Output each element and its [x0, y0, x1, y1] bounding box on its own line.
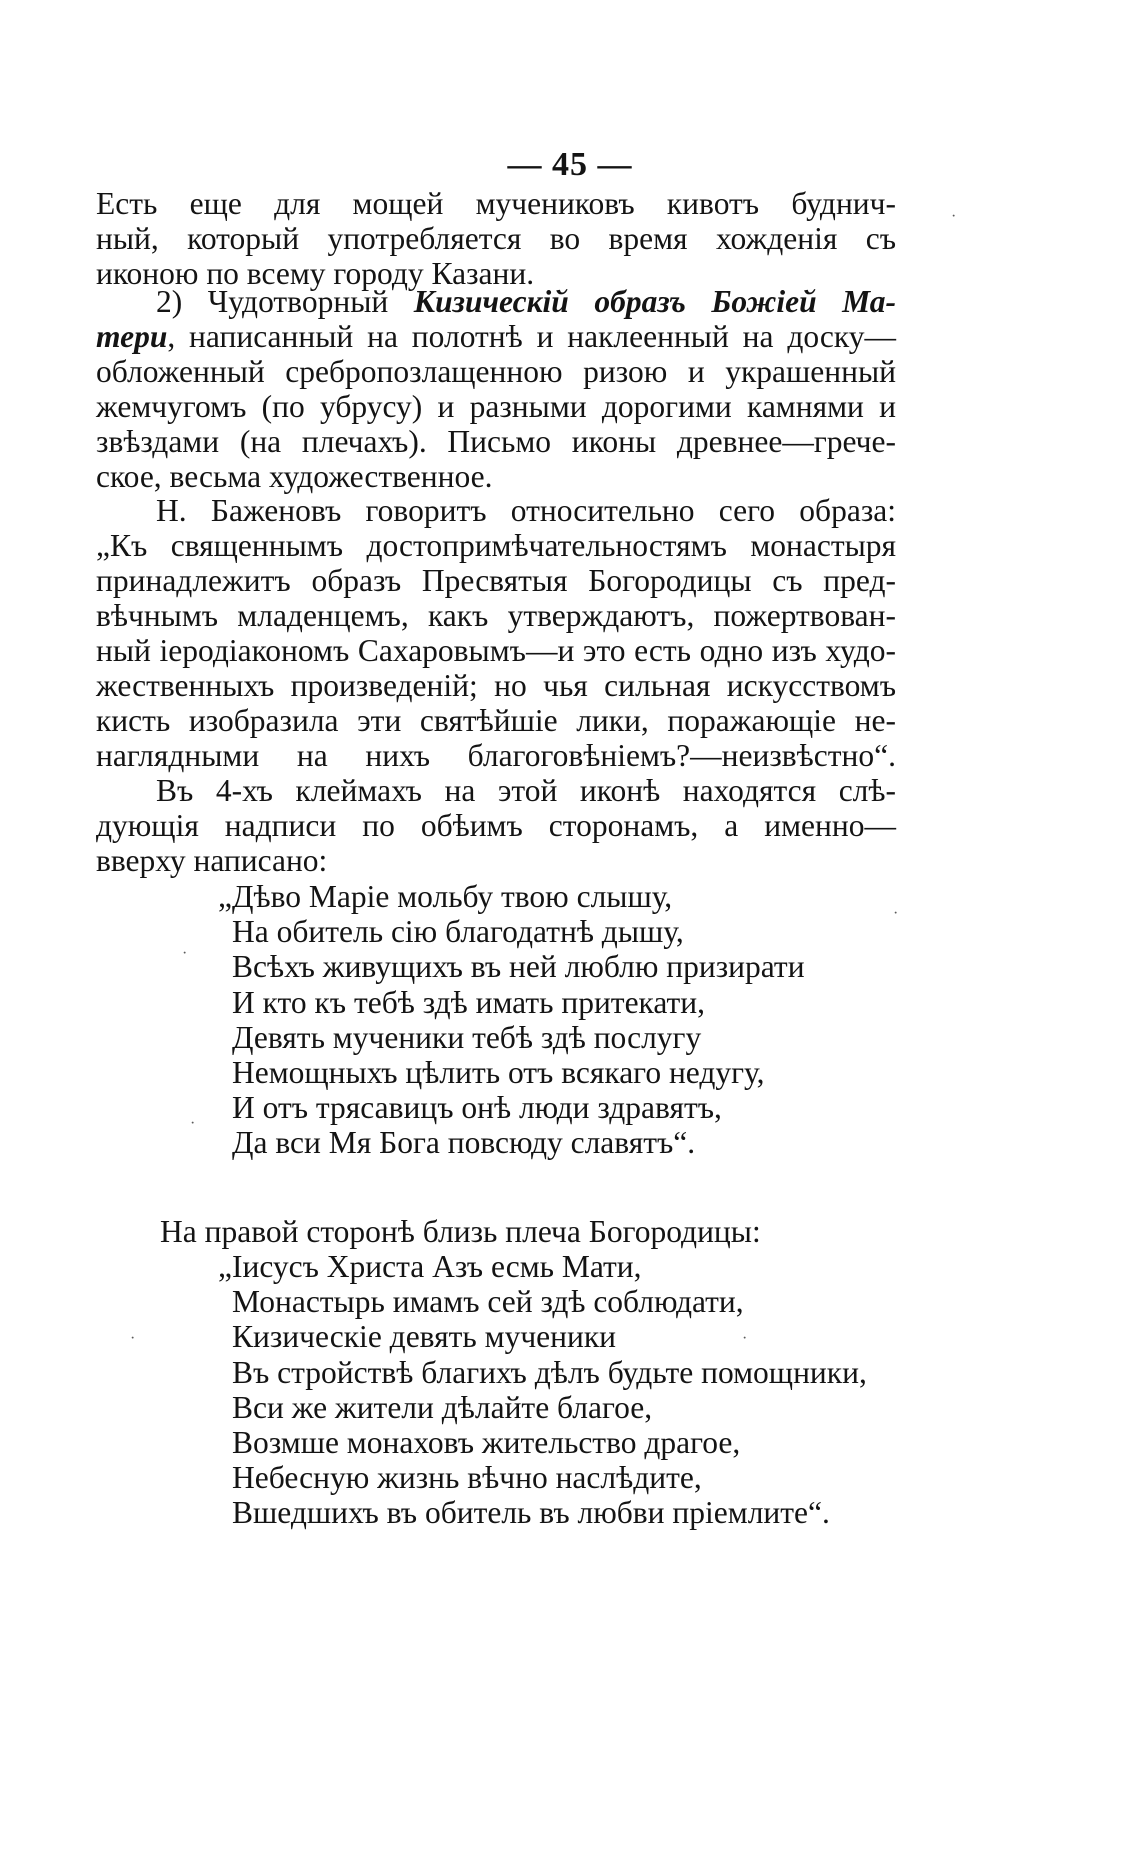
paragraph-line: принадлежитъ образъ Пресвятыя Богородицы съ пред-: [96, 563, 896, 598]
scan-speck: ·: [951, 208, 957, 225]
verse-line: И кто къ тебѣ здѣ имать притекати,: [232, 984, 706, 1020]
verse-line: Девять мученики тебѣ здѣ послугу: [232, 1019, 702, 1055]
scan-speck: ·: [190, 1115, 196, 1132]
verse-line: Кизическіе девять мученики: [232, 1319, 617, 1355]
paragraph-icon-description: [96, 284, 896, 494]
paragraph-line: наглядными на нихъ благоговѣніемъ?—неизвѣстно“.: [96, 738, 896, 773]
paragraph-line: звѣздами (на плечахъ). Письмо иконы древнее—грече-: [96, 424, 896, 459]
paragraph-line: жественныхъ произведеній; но чья сильная искусствомъ: [96, 668, 896, 703]
verse-line: Вшедшихъ въ обитель въ любви пріемлите“.: [232, 1495, 830, 1531]
paragraph-line: ское, весьма художественное.: [96, 459, 493, 494]
paragraph-inscriptions-intro: [96, 773, 896, 878]
paragraph-line: „Къ священнымъ достопримѣчательностямъ монастыря: [96, 528, 896, 563]
verse-line: Небесную жизнь вѣчно наслѣдите,: [232, 1460, 702, 1496]
verse-line: „Іисусъ Христа Азъ есмь Мати,: [218, 1249, 642, 1284]
paragraph-line: Н. Баженовъ говоритъ относительно сего образа:: [156, 493, 896, 528]
paragraph-line: [96, 284, 896, 319]
scan-speck: ·: [742, 1330, 748, 1347]
verse-line: Въ стройствѣ благихъ дѣлъ будьте помощники,: [232, 1354, 867, 1390]
verse-line: Всѣхъ живущихъ въ ней люблю призирати: [232, 949, 805, 985]
page-number: — 45 —: [507, 146, 633, 183]
paragraph-line: дующія надписи по обѣимъ сторонамъ, а именно—: [96, 808, 896, 843]
paragraph-line: ный іеродіакономъ Сахаровымъ—и это есть одно изъ худо-: [96, 633, 896, 668]
paragraph-line: вѣчнымъ младенцемъ, какъ утверждаютъ, пожертвован-: [96, 598, 896, 633]
scan-speck: ·: [182, 945, 188, 962]
paragraph-bazhenov-quote: [96, 493, 896, 773]
paragraph-line: [96, 319, 896, 354]
scan-speck: ·: [893, 905, 899, 922]
verse-top-inscription: [218, 879, 805, 1161]
paragraph-right-side-intro: [160, 1214, 960, 1249]
verse-line: Возмше монаховъ жительство драгое,: [232, 1425, 741, 1461]
verse-line: На обитель сію благодатнѣ дышу,: [232, 914, 684, 950]
verse-right-side-inscription: [218, 1249, 867, 1531]
icon-title-part-2: тери: [96, 319, 168, 354]
paragraph-text: , написанный на полотнѣ и наклеенный на доску—: [167, 319, 896, 354]
icon-title-part-1: Кизическій образъ Божіей Ма-: [413, 284, 896, 319]
verse-line: „Дѣво Маріе мольбу твою слышу,: [218, 879, 673, 914]
paragraph-line: жемчугомъ (по убрусу) и разными дорогими камнями и: [96, 389, 896, 424]
verse-line: Да вси Мя Бога повсюду славятъ“.: [232, 1125, 696, 1161]
verse-line: Немощныхъ цѣлить отъ всякаго недугу,: [232, 1055, 765, 1091]
verse-line: Вси же жители дѣлайте благое,: [232, 1389, 653, 1425]
verse-line: И отъ трясавицъ онѣ люди здравятъ,: [232, 1090, 722, 1126]
scan-speck: ·: [130, 1330, 136, 1347]
paragraph-line: Въ 4-хъ клеймахъ на этой иконѣ находятся слѣ-: [156, 773, 896, 808]
paragraph-kivot: [96, 186, 896, 291]
verse-line: Монастырь имамъ сей здѣ соблюдати,: [232, 1284, 744, 1320]
paragraph-line: обложенный сребропозлащенною ризою и украшенный: [96, 354, 896, 389]
paragraph-line: На правой сторонѣ близь плеча Богородицы:: [160, 1214, 761, 1249]
paragraph-line: иконою по всему городу Казани.: [96, 256, 535, 291]
paragraph-line: кисть изобразила эти святѣйшіе лики, поражающіе не-: [96, 703, 896, 738]
paragraph-line: ный, который употребляется во время хожденія съ: [96, 221, 896, 256]
paragraph-line: Есть еще для мощей мучениковъ кивотъ буднич-: [96, 186, 896, 221]
paragraph-line: вверху написано:: [96, 843, 328, 878]
paragraph-prefix: 2) Чудотворный: [156, 284, 414, 319]
